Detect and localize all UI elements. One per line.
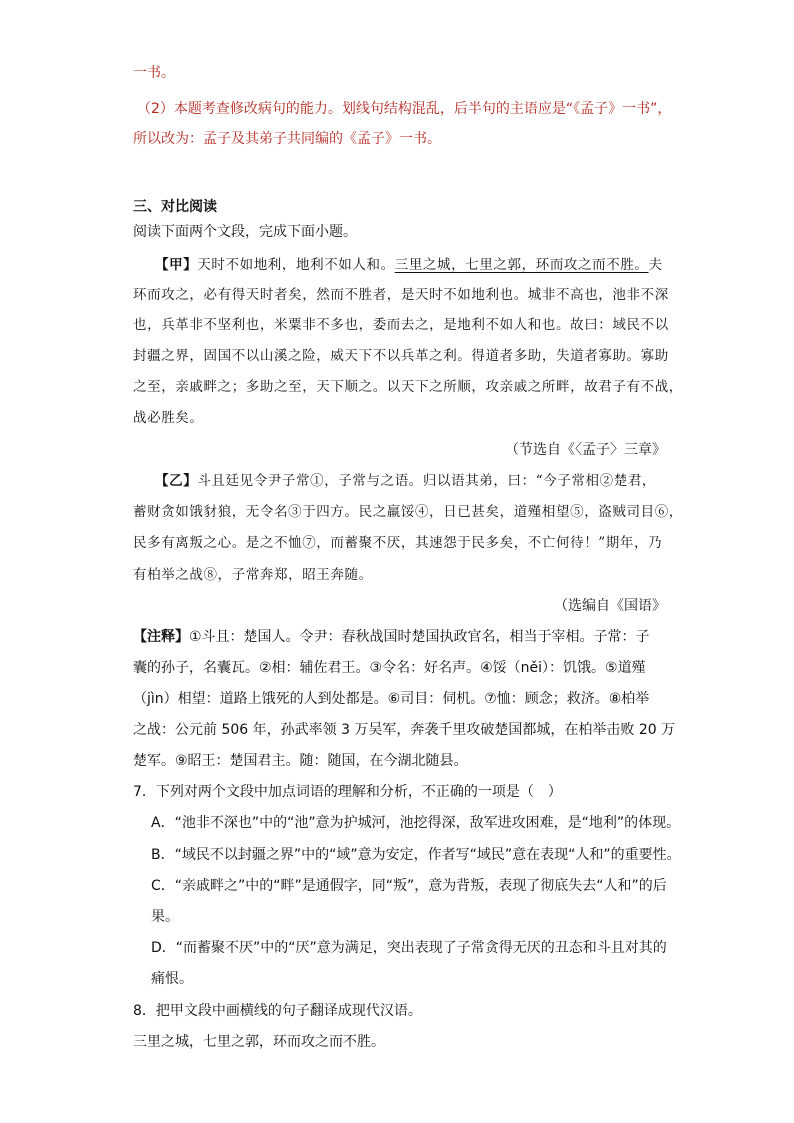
- passage-jia-line: 环而攻之，必有得天时者矣，然而不胜者，是天时不如地利也。城非不高也，池非不深: [133, 287, 669, 303]
- q7-option-a: A．“池非不深也”中的“池”意为护城河，池挖得深，敌军进攻困难，是“地利”的体现。: [151, 815, 681, 831]
- q7-option-c: C．“亲戚畔之”中的“畔”是通假字，同“叛”，意为背叛，表现了彻底失去“人和”的后: [151, 878, 667, 894]
- q7-option-d-cont: 痛恨。: [151, 971, 193, 987]
- answer-text: 一书。: [133, 65, 175, 81]
- section-heading: 三、对比阅读: [133, 199, 217, 215]
- passage-jia-line: 也，兵革非不坚利也，米粟非不多也，委而去之，是地利不如人和也。故曰：域民不以: [133, 317, 669, 333]
- passage-yi-source: （选编自《国语》: [554, 598, 666, 614]
- underlined-sentence: 三里之城，七里之郭，环而攻之而不胜。: [394, 257, 649, 273]
- notes-line: 之战：公元前 506 年，孙武率领 3 万吴军，奔袭千里攻破楚国都城，在柏举击败 20 万: [133, 722, 676, 738]
- notes-line: 楚军。⑨昭王：楚国君主。随：随国，在今湖北随县。: [133, 753, 468, 769]
- notes-line: （jìn）相望：道路上饿死的人到处都是。⑥司目：伺机。⑦恤：顾念；救济。⑧柏举: [133, 691, 650, 707]
- section-instruction: 阅读下面两个文段，完成下面小题。: [133, 224, 357, 240]
- passage-yi-line: 民多有离叛之心。是之不恤⑦，而蓄聚不厌，其速怨于民多矣，不亡何待！”期年，乃: [133, 535, 663, 551]
- q7-option-c-cont: 果。: [151, 909, 179, 925]
- passage-jia-line: 封疆之界，固国不以山溪之险，威天下不以兵革之利。得道者多助，失道者寡助。寡助: [133, 348, 669, 364]
- q7-option-b: B．“域民不以封疆之界”中的“域”意为安定，作者写“域民”意在表现“人和”的重要性。: [151, 847, 681, 863]
- answer-text: 所以改为：孟子及其弟子共同编的《孟子》一书。: [133, 131, 441, 147]
- notes-tag: 【注释】: [133, 629, 189, 645]
- passage-yi-line: 有柏举之战⑧，子常奔郑，昭王奔随。: [133, 567, 373, 583]
- notes-line: 囊的孙子，名囊瓦。②相：辅佐君王。③令名：好名声。④馁（něi）：饥饿。⑤道殣: [133, 660, 646, 676]
- question-8-stem: 8．把甲文段中画横线的句子翻译成现代汉语。: [133, 1003, 422, 1019]
- question-8-sentence: 三里之城，七里之郭，环而攻之而不胜。: [133, 1034, 385, 1050]
- passage-jia-line: 之至，亲戚畔之；多助之至，天下顺之。以天下之所顺，攻亲戚之所畔，故君子有不战，: [133, 379, 683, 395]
- passage-tag: 【甲】: [155, 257, 198, 273]
- q7-option-d: D．“而蓄聚不厌”中的“厌”意为满足，突出表现了子常贪得无厌的丑态和斗且对其的: [151, 940, 667, 956]
- answer-text: （2）本题考查修改病句的能力。划线句结构混乱，后半句的主语应是“《孟子》一书”，: [137, 101, 672, 117]
- passage-yi-line: 蓄财贪如饿豺狼，无令名③于四方。民之羸馁④，日已甚矣，道殣相望⑤，盗贼司目⑥，: [133, 504, 683, 520]
- passage-jia-line: 战必胜矣。: [133, 410, 204, 426]
- notes-line: 【注释】①斗且：楚国人。令尹：春秋战国时楚国执政官名，相当于宰相。子常：子: [133, 629, 650, 645]
- question-7-stem: 7．下列对两个文段中加点词语的理解和分析，不正确的一项是（ ）: [133, 784, 562, 800]
- passage-yi-line: 【乙】斗且廷见令尹子常①，子常与之语。归以语其弟，曰：“今子常相②楚君，: [155, 473, 657, 489]
- passage-jia-line: 【甲】天时不如地利，地利不如人和。三里之城，七里之郭，环而攻之而不胜。夫: [155, 257, 663, 273]
- passage-tag: 【乙】: [155, 473, 198, 489]
- passage-jia-source: （节选自《〈孟子〉三章》: [505, 442, 666, 458]
